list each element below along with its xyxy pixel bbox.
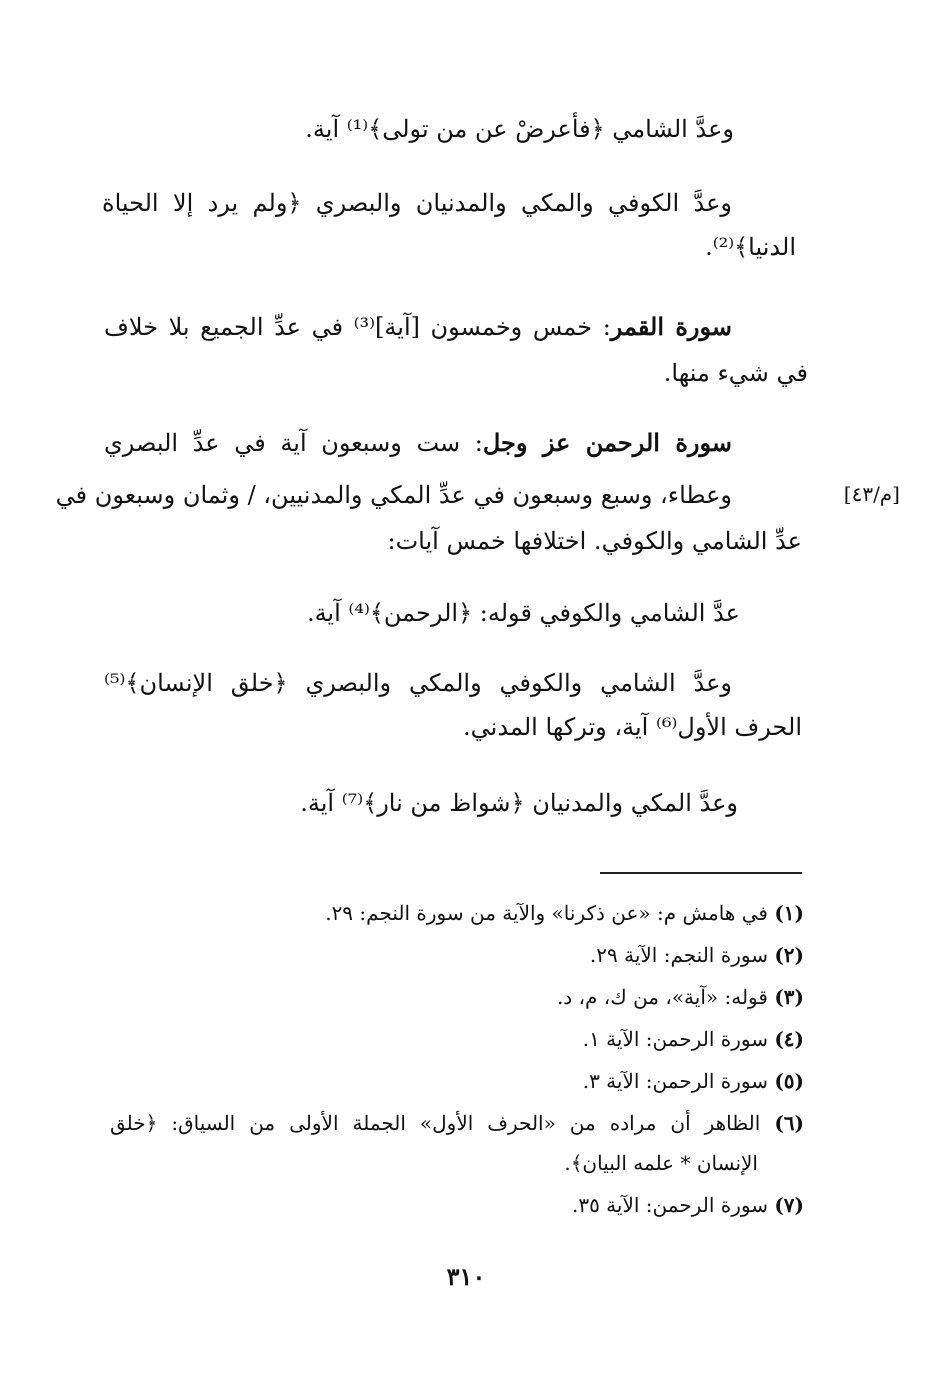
footnote-6 — [110, 1108, 804, 1138]
footnote-text: سورة الرحمن: الآية ١. — [582, 1027, 768, 1051]
footnote-6-continuation: الإنسان * علمه البيان﴾. — [564, 1151, 758, 1175]
body-line-1: وعدَّ الشامي ﴿فأعرضْ عن من تولى﴾⁽¹⁾ آية. — [305, 115, 734, 143]
footnote-5 — [583, 1066, 804, 1096]
body-line-4 — [104, 310, 732, 344]
surah-heading-rahman: سورة الرحمن عز وجل — [482, 428, 732, 457]
footnote-text: قوله: «آية»، من ك، م، د. — [556, 985, 768, 1009]
footnote-number: (٦) — [774, 1111, 805, 1135]
page-number: ٣١٠ — [446, 1262, 486, 1291]
body-line-3: الدنيا﴾⁽²⁾. — [705, 233, 796, 261]
footnote-text: سورة النجم: الآية ٢٩. — [589, 943, 768, 967]
body-line-9: عدَّ الشامي والكوفي قوله: ﴿الرحمن﴾⁽⁴⁾ آية. — [306, 599, 740, 627]
footnote-4 — [583, 1024, 804, 1054]
body-line-12: وعدَّ المكي والمدنيان ﴿شواظ من نار﴾⁽⁷⁾ آية. — [300, 789, 738, 817]
body-line-5: في شيء منها. — [663, 359, 808, 387]
footnote-text: في هامش م: «عن ذكرنا» والآية من سورة النجم: ٢٩. — [325, 901, 768, 925]
body-line-11: الحرف الأول⁽⁶⁾ آية، وتركها المدني. — [463, 713, 802, 741]
surah-rahman-count: : ست وسبعون آية في عدِّ البصري — [104, 429, 483, 457]
manuscript-margin-note: [م/٤٣] — [843, 482, 900, 506]
footnote-text: سورة الرحمن: الآية ٣٥. — [571, 1193, 768, 1217]
footnote-text: الظاهر أن مراده من «الحرف الأول» الجملة الأولى من السياق: ﴿خلق — [110, 1111, 761, 1135]
footnote-number: (٣) — [774, 985, 804, 1009]
footnote-7 — [572, 1190, 804, 1220]
footnote-number: (١) — [774, 901, 804, 925]
footnote-2 — [590, 940, 804, 970]
surah-heading-qamar: سورة القمر — [610, 312, 732, 341]
footnote-text: سورة الرحمن: الآية ٣. — [582, 1069, 768, 1093]
surah-qamar-count: : خمس وخمسون [آية]⁽³⁾ في عدِّ الجميع بلا خلاف — [104, 313, 611, 341]
footnote-number: (٧) — [774, 1193, 804, 1217]
body-line-6 — [104, 426, 732, 460]
footnote-3 — [557, 982, 804, 1012]
body-line-2: وعدَّ الكوفي والمكي والمدنيان والبصري ﴿ولم يرد إلا الحياة — [102, 189, 732, 217]
footnote-number: (٢) — [774, 943, 804, 967]
footnote-separator — [600, 872, 802, 874]
footnote-number: (٤) — [774, 1027, 804, 1051]
body-line-7: وعطاء، وسبع وسبعون في عدِّ المكي والمدنيين، / وثمان وسبعون في — [55, 481, 732, 509]
body-line-8: عدِّ الشامي والكوفي. اختلافها خمس آيات: — [387, 527, 802, 555]
footnote-number: (٥) — [774, 1069, 804, 1093]
body-line-10: وعدَّ الشامي والكوفي والمكي والبصري ﴿خلق الإنسان﴾⁽⁵⁾ — [104, 669, 732, 697]
footnote-1 — [325, 898, 804, 928]
